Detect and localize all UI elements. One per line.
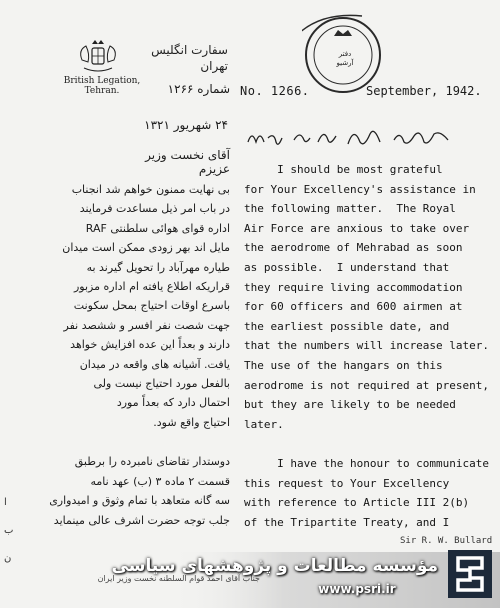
letter-english-line: but they are likely to be needed <box>244 398 456 412</box>
date-english: September, 1942. <box>366 84 482 98</box>
letter-body-persian <box>32 180 230 530</box>
letter-persian-line: جهت شصت نفر افسر و ششصد نفر <box>63 318 230 332</box>
margin-notes <box>4 496 18 580</box>
letter-english-line: I should be most grateful <box>244 163 443 176</box>
stamp-text-line2: آرشیو <box>336 59 354 67</box>
date-persian: ۲۴ شهریور ۱۳۲۱ <box>144 118 228 132</box>
letter-english-line: the following matter. The Royal <box>244 202 456 216</box>
letter-persian-line: احتیاج واقع شود. <box>153 415 230 429</box>
salutation-persian: آقای نخست وزیر عزیزم <box>145 148 230 176</box>
letter-english-line: the aerodrome of Mehrabad as soon <box>244 241 463 255</box>
stamp-text <box>320 50 370 68</box>
letter-english-line: aerodrome is not required at present, <box>244 378 490 392</box>
letter-persian-line <box>32 432 230 452</box>
letter-english-line: The use of the hangars on this <box>244 358 443 372</box>
legation-persian-heading <box>148 42 228 74</box>
letter-english-line: this request to Your Excellency <box>244 476 450 490</box>
margin-note: ب <box>4 525 14 536</box>
letter-persian-line: دارند و بعداً این عده افزایش خواهد <box>70 338 230 352</box>
letter-persian-line: طیاره مهرآباد را تحویل گیرند به <box>86 260 230 274</box>
legation-en-line1: British Legation, <box>63 76 141 86</box>
margin-note: ا <box>4 497 7 508</box>
legation-en-line2: Tehran. <box>84 86 120 96</box>
letter-persian-line: مایل اند بهر زودی ممکن است میدان <box>62 241 230 255</box>
letter-english-line: later. <box>244 417 284 431</box>
letter-english-line: of the Tripartite Treaty, and I <box>244 515 450 529</box>
letter-persian-line: در باب امر ذیل مساعدت فرمایند <box>79 202 230 216</box>
letter-persian-line: احتمال دارد که بعداً مورد <box>116 396 230 410</box>
reference-number-english: No. 1266. <box>240 84 310 98</box>
letter-persian-line: سه گانه متعاهد با تمام وثوق و امیدواری <box>49 494 230 508</box>
letter-persian-line: جلب توجه حضرت اشرف عالی مینماید <box>53 513 230 527</box>
letter-persian-line: دوستدار تقاضای نامبرده را برطبق <box>74 455 230 469</box>
letter-persian-line: اداره قوای هوائی سلطنتی RAF <box>85 221 230 235</box>
letter-body-english <box>244 160 500 532</box>
publisher-url[interactable]: www.psri.ir <box>318 582 396 596</box>
legation-fa-line1: سفارت انگلیس <box>151 43 228 57</box>
letter-persian-line: یافت. آشیانه های واقعه در میدان <box>79 357 230 371</box>
letter-english-line: they require living accommodation <box>244 280 463 294</box>
reference-number-persian: شماره ۱۲۶۶ <box>167 82 230 96</box>
margin-note: ن <box>4 553 12 564</box>
letter-english-line: Air Force are anxious to take over <box>244 221 470 235</box>
royal-crest-icon <box>76 38 120 76</box>
addressee-persian: جناب آقای احمد قوام السلطنه نخست وزیر ایران <box>97 574 260 583</box>
letter-english-line: the earliest possible date, and <box>244 319 450 333</box>
signatory-line: Sir R. W. Bullard <box>400 536 493 546</box>
letter-english-line: for Your Excellency's assistance in <box>244 182 476 196</box>
legation-english-heading <box>62 76 142 96</box>
letter-persian-line: بی نهایت ممنون خواهم شد انجناب <box>71 183 230 196</box>
letter-english-line: that the numbers will increase later. <box>244 339 490 353</box>
letter-english-line: for 60 officers and 600 airmen at <box>244 300 463 314</box>
letter-english-line: I have the honour to communicate <box>244 456 490 470</box>
legation-fa-line2: تهران <box>200 59 228 73</box>
letter-persian-line: باسرع اوقات احتیاج بمحل سکونت <box>73 299 230 313</box>
letter-persian-line: قراریکه اطلاع یافته ام اداره مزبور <box>73 280 230 294</box>
publisher-logo-icon <box>446 548 494 600</box>
letter-persian-line: بالفعل مورد احتیاج نیست ولی <box>93 377 230 391</box>
letter-english-line <box>244 434 500 454</box>
publisher-title: مؤسسه مطالعات و پژوهشهای سیاسی <box>111 556 438 576</box>
stamp-text-line1: دفتر <box>338 50 352 58</box>
letter-english-line: as possible. I understand that <box>244 260 450 274</box>
letter-persian-line: قسمت ۲ ماده ۳ (ب) عهد نامه <box>90 474 230 488</box>
letter-english-line: with reference to Article III 2(b) <box>244 496 470 510</box>
handwritten-salutation-icon <box>244 120 464 154</box>
